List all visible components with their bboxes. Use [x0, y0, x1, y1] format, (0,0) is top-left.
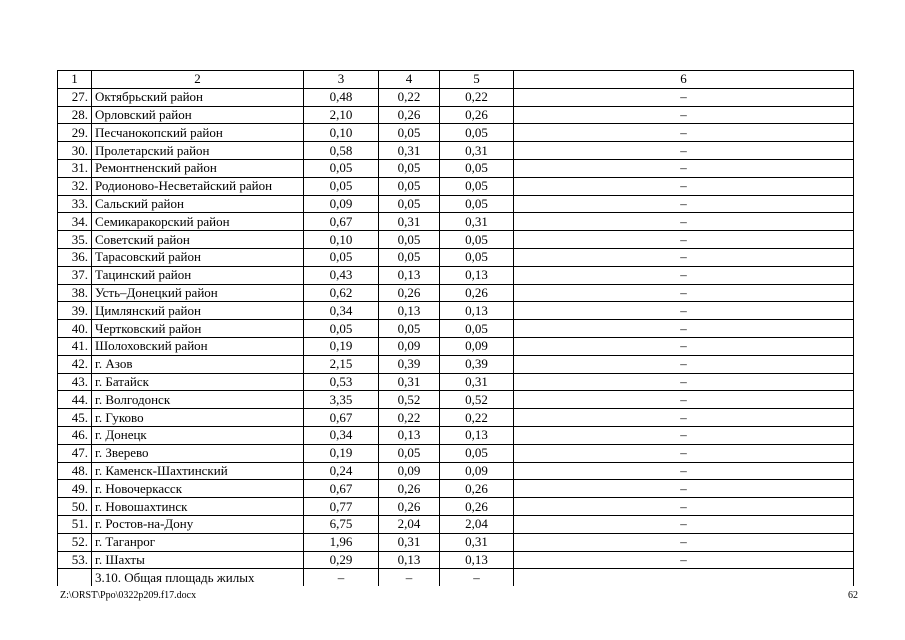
territory-name: Тарасовский район: [92, 248, 304, 266]
value-col-3: 0,67: [304, 213, 379, 231]
row-number: 48.: [58, 462, 92, 480]
value-col-4: 0,13: [379, 302, 440, 320]
note-col-6: –: [514, 142, 854, 160]
note-col-6: –: [514, 213, 854, 231]
value-col-5: 0,05: [440, 195, 514, 213]
row-number: 51.: [58, 515, 92, 533]
territory-name: Советский район: [92, 231, 304, 249]
note-col-6: –: [514, 391, 854, 409]
value-col-4: 0,22: [379, 409, 440, 427]
value-col-5: 0,31: [440, 213, 514, 231]
value-col-5: 0,05: [440, 248, 514, 266]
note-col-6: –: [514, 320, 854, 338]
value-col-5: 0,26: [440, 284, 514, 302]
territory-name: г. Новочеркасск: [92, 480, 304, 498]
value-col-4: 0,05: [379, 444, 440, 462]
territory-name: Родионово-Несветайский район: [92, 177, 304, 195]
value-col-4: 0,05: [379, 124, 440, 142]
value-col-3: 0,29: [304, 551, 379, 569]
value-col-3: 0,05: [304, 177, 379, 195]
value-col-3: 0,53: [304, 373, 379, 391]
value-col-4: 0,05: [379, 320, 440, 338]
value-col-4: 0,39: [379, 355, 440, 373]
territory-name: г. Таганрог: [92, 533, 304, 551]
table-row: [58, 337, 854, 355]
row-number: 43.: [58, 373, 92, 391]
value-col-3: 3,35: [304, 391, 379, 409]
territory-name: Ремонтненский район: [92, 159, 304, 177]
column-header-4: 4: [379, 71, 440, 89]
value-col-3: 0,05: [304, 159, 379, 177]
value-col-3: 0,67: [304, 480, 379, 498]
value-col-5: 0,31: [440, 373, 514, 391]
value-col-5: 0,31: [440, 533, 514, 551]
value-col-4: 0,26: [379, 480, 440, 498]
value-col-4: 0,05: [379, 159, 440, 177]
note-col-6: –: [514, 498, 854, 516]
territory-name: г. Батайск: [92, 373, 304, 391]
territory-name: Чертковский район: [92, 320, 304, 338]
page-number: 62: [848, 590, 858, 601]
territory-name: Сальский район: [92, 195, 304, 213]
table-row: [58, 569, 854, 586]
table-row: [58, 231, 854, 249]
note-col-6: –: [514, 444, 854, 462]
row-number: 36.: [58, 248, 92, 266]
table-row: [58, 409, 854, 427]
table-row: [58, 88, 854, 106]
note-col-6: –: [514, 302, 854, 320]
value-col-5: 0,05: [440, 320, 514, 338]
value-col-5: 0,26: [440, 480, 514, 498]
row-number: 52.: [58, 533, 92, 551]
value-col-3: 0,67: [304, 409, 379, 427]
value-col-5: 0,05: [440, 231, 514, 249]
value-col-3: 6,75: [304, 515, 379, 533]
row-number: 45.: [58, 409, 92, 427]
table-row: [58, 320, 854, 338]
value-col-5: 0,09: [440, 462, 514, 480]
value-col-4: 0,22: [379, 88, 440, 106]
territory-name: Цимлянский район: [92, 302, 304, 320]
value-col-5: 2,04: [440, 515, 514, 533]
value-col-4: 0,26: [379, 284, 440, 302]
table-body: [58, 71, 854, 587]
table-row: [58, 391, 854, 409]
value-col-5: 0,13: [440, 302, 514, 320]
value-col-5: 0,22: [440, 409, 514, 427]
note-col-6: [514, 569, 854, 586]
note-col-6: –: [514, 284, 854, 302]
value-col-5: 0,13: [440, 551, 514, 569]
value-col-4: 0,13: [379, 426, 440, 444]
note-col-6: –: [514, 551, 854, 569]
column-header-5: 5: [440, 71, 514, 89]
table-row: [58, 195, 854, 213]
value-col-4: 0,26: [379, 106, 440, 124]
table-row: [58, 177, 854, 195]
value-col-4: –: [379, 569, 440, 586]
value-col-4: 0,09: [379, 337, 440, 355]
value-col-3: 0,19: [304, 444, 379, 462]
table-row: [58, 213, 854, 231]
row-number: 46.: [58, 426, 92, 444]
note-col-6: –: [514, 355, 854, 373]
value-col-4: 0,13: [379, 266, 440, 284]
table-row: [58, 106, 854, 124]
row-number: 38.: [58, 284, 92, 302]
row-number: 32.: [58, 177, 92, 195]
value-col-3: 0,34: [304, 426, 379, 444]
row-number: 44.: [58, 391, 92, 409]
territory-name: г. Волгодонск: [92, 391, 304, 409]
value-col-4: 0,31: [379, 213, 440, 231]
row-number: 42.: [58, 355, 92, 373]
row-number: 33.: [58, 195, 92, 213]
column-header-1: 1: [58, 71, 92, 89]
value-col-4: 0,05: [379, 231, 440, 249]
value-col-5: 0,09: [440, 337, 514, 355]
note-col-6: –: [514, 248, 854, 266]
territory-name: г. Ростов-на-Дону: [92, 515, 304, 533]
row-number: 53.: [58, 551, 92, 569]
value-col-4: 0,31: [379, 373, 440, 391]
note-col-6: –: [514, 177, 854, 195]
value-col-3: 2,10: [304, 106, 379, 124]
table-row: [58, 355, 854, 373]
table-row: [58, 426, 854, 444]
value-col-5: –: [440, 569, 514, 586]
value-col-3: 1,96: [304, 533, 379, 551]
territory-name: г. Гуково: [92, 409, 304, 427]
table-header-row: [58, 71, 854, 89]
value-col-3: 0,05: [304, 248, 379, 266]
value-col-3: 0,43: [304, 266, 379, 284]
note-col-6: –: [514, 373, 854, 391]
row-number: 39.: [58, 302, 92, 320]
territory-name: г. Азов: [92, 355, 304, 373]
row-number: 35.: [58, 231, 92, 249]
table-row: [58, 266, 854, 284]
table-row: [58, 159, 854, 177]
note-col-6: –: [514, 124, 854, 142]
territory-name: Песчанокопский район: [92, 124, 304, 142]
value-col-3: 0,77: [304, 498, 379, 516]
value-col-3: 0,10: [304, 124, 379, 142]
table-row: [58, 142, 854, 160]
row-number: 37.: [58, 266, 92, 284]
value-col-5: 0,26: [440, 106, 514, 124]
value-col-4: 0,05: [379, 177, 440, 195]
row-number: 50.: [58, 498, 92, 516]
territory-name: Пролетарский район: [92, 142, 304, 160]
value-col-3: 2,15: [304, 355, 379, 373]
territory-name: Тацинский район: [92, 266, 304, 284]
row-number: 47.: [58, 444, 92, 462]
value-col-3: –: [304, 569, 379, 586]
row-number: 30.: [58, 142, 92, 160]
row-number: 31.: [58, 159, 92, 177]
table-row: [58, 248, 854, 266]
row-number: [58, 569, 92, 586]
note-col-6: –: [514, 515, 854, 533]
note-col-6: –: [514, 533, 854, 551]
note-col-6: –: [514, 159, 854, 177]
value-col-4: 0,05: [379, 195, 440, 213]
value-col-5: 0,39: [440, 355, 514, 373]
note-col-6: –: [514, 337, 854, 355]
table-row: [58, 462, 854, 480]
row-number: 29.: [58, 124, 92, 142]
territory-name: Орловский район: [92, 106, 304, 124]
row-number: 49.: [58, 480, 92, 498]
value-col-3: 0,62: [304, 284, 379, 302]
table-row: [58, 515, 854, 533]
value-col-3: 0,48: [304, 88, 379, 106]
row-number: 27.: [58, 88, 92, 106]
value-col-4: 2,04: [379, 515, 440, 533]
territory-name: г. Каменск-Шахтинский: [92, 462, 304, 480]
row-number: 41.: [58, 337, 92, 355]
note-col-6: –: [514, 409, 854, 427]
value-col-3: 0,34: [304, 302, 379, 320]
row-number: 34.: [58, 213, 92, 231]
value-col-4: 0,31: [379, 142, 440, 160]
value-col-5: 0,52: [440, 391, 514, 409]
value-col-5: 0,22: [440, 88, 514, 106]
territory-name: Октябрьский район: [92, 88, 304, 106]
territory-name: Семикаракорский район: [92, 213, 304, 231]
note-col-6: –: [514, 266, 854, 284]
row-number: 40.: [58, 320, 92, 338]
value-col-4: 0,52: [379, 391, 440, 409]
table-row: [58, 302, 854, 320]
note-col-6: –: [514, 106, 854, 124]
territory-name: 3.10. Общая площадь жилых: [92, 569, 304, 586]
value-col-4: 0,31: [379, 533, 440, 551]
value-col-4: 0,05: [379, 248, 440, 266]
note-col-6: –: [514, 231, 854, 249]
territory-name: г. Зверево: [92, 444, 304, 462]
note-col-6: –: [514, 462, 854, 480]
note-col-6: –: [514, 426, 854, 444]
value-col-5: 0,05: [440, 444, 514, 462]
table-row: [58, 124, 854, 142]
value-col-4: 0,09: [379, 462, 440, 480]
table-row: [58, 498, 854, 516]
note-col-6: –: [514, 195, 854, 213]
value-col-3: 0,24: [304, 462, 379, 480]
note-col-6: –: [514, 480, 854, 498]
table-row: [58, 551, 854, 569]
table-row: [58, 373, 854, 391]
value-col-3: 0,19: [304, 337, 379, 355]
value-col-5: 0,26: [440, 498, 514, 516]
territory-name: Усть–Донецкий район: [92, 284, 304, 302]
territory-name: г. Шахты: [92, 551, 304, 569]
value-col-4: 0,26: [379, 498, 440, 516]
value-col-5: 0,05: [440, 159, 514, 177]
territory-name: Шолоховский район: [92, 337, 304, 355]
column-header-3: 3: [304, 71, 379, 89]
territory-name: г. Донецк: [92, 426, 304, 444]
value-col-5: 0,05: [440, 177, 514, 195]
value-col-5: 0,05: [440, 124, 514, 142]
value-col-3: 0,58: [304, 142, 379, 160]
value-col-5: 0,13: [440, 266, 514, 284]
table-row: [58, 480, 854, 498]
value-col-5: 0,31: [440, 142, 514, 160]
value-col-3: 0,09: [304, 195, 379, 213]
table-row: [58, 533, 854, 551]
value-col-5: 0,13: [440, 426, 514, 444]
value-col-3: 0,05: [304, 320, 379, 338]
column-header-6: 6: [514, 71, 854, 89]
note-col-6: –: [514, 88, 854, 106]
footer-file-path: Z:\ORST\Ppo\0322p209.f17.docx: [60, 590, 197, 601]
value-col-3: 0,10: [304, 231, 379, 249]
table-row: [58, 444, 854, 462]
data-table: [57, 70, 854, 586]
territory-name: г. Новошахтинск: [92, 498, 304, 516]
column-header-2: 2: [92, 71, 304, 89]
row-number: 28.: [58, 106, 92, 124]
table-row: [58, 284, 854, 302]
value-col-4: 0,13: [379, 551, 440, 569]
